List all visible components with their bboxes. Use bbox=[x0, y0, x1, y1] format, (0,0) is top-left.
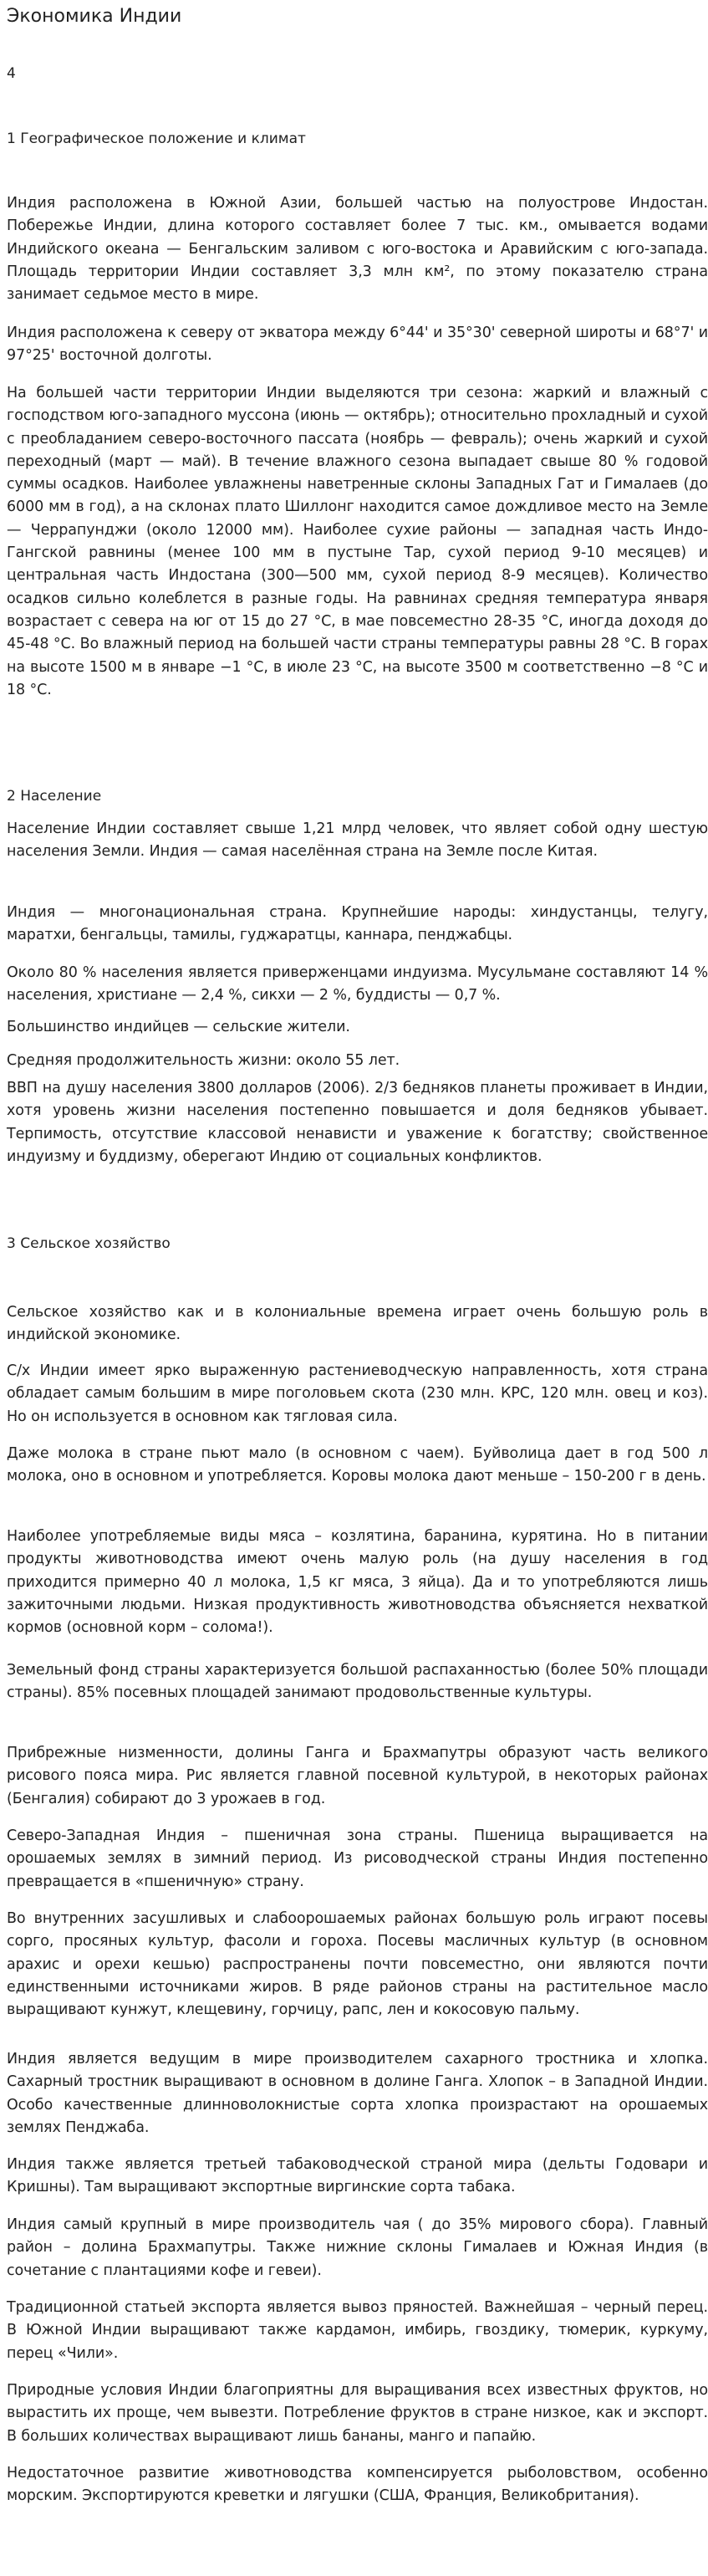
paragraph: Наиболее употребляемые виды мяса – козлятина, баранина, курятина. Но в питании продукты животноводства имеют очень малую роль (на душу населения в год приходится примерно 40 л молока, 1,5 кг мяса, 3 яйца). Да и то употребляются лишь зажиточными людьми. Низкая продуктивность животноводства объясняется нехваткой кормов (основной корм – солома!). bbox=[7, 1528, 708, 1637]
paragraph: Даже молока в стране пьют мало (в основном с чаем). Буйволица дает в год 500 л молока, оно в основном и употребляется. Коровы молока дают меньше – 150-200 г в день. bbox=[7, 1445, 708, 1485]
section-heading-agriculture: 3 Сельское хозяйство bbox=[7, 1235, 171, 1252]
paragraph: Индия является ведущим в мире производителем сахарного тростника и хлопка. Сахарный тростник выращивают в основном в долине Ганга. Хлопок – в Западной Индии. Особо качественные длинноволокнистые сорта хлопка произрастают на орошаемых землях Пенджаба. bbox=[7, 2051, 708, 2136]
paragraph: Земельный фонд страны характеризуется большой распаханностью (более 50% площади страны). 85% посевных площадей занимают продовольственные культуры. bbox=[7, 1662, 708, 1702]
paragraph: Традиционной статьей экспорта является вывоз пряностей. Важнейшая – черный перец. В Южной Индии выращивают также кардамон, имбирь, гвоздику, тюмерик, куркуму, перец «Чили». bbox=[7, 2299, 708, 2362]
paragraph: Северо-Западная Индия – пшеничная зона страны. Пшеница выращивается на орошаемых землях в зимний период. Из рисоводческой страны Индия постепенно превращается в «пшеничную» страну. bbox=[7, 1827, 708, 1890]
paragraph: С/х Индии имеет ярко выраженную растениеводческую направленность, хотя страна обладает самым большим в мире поголовьем скота (230 млн. КРС, 120 млн. овец и коз). Но он используется в основном как тягловая сила. bbox=[7, 1362, 708, 1425]
paragraph: ВВП на душу населения 3800 долларов (2006). 2/3 бедняков планеты проживает в Индии, хотя уровень жизни населения постепенно повышается и доля бедняков убывает. Терпимость, отсутствие классовой ненависти и уважение к богатству; свойственное индуизму и буддизму, оберегают Индию от социальных конфликтов. bbox=[7, 1080, 708, 1165]
paragraph: Индия самый крупный в мире производитель чая ( до 35% мирового сбора). Главный район – долина Брахмапутры. Также нижние склоны Гималаев и Южная Индия (в сочетание с плантациями кофе и гевеи). bbox=[7, 2216, 708, 2279]
paragraph: Сельское хозяйство как и в колониальные времена играет очень большую роль в индийской экономике. bbox=[7, 1304, 708, 1344]
paragraph: Индия расположена к северу от экватора между 6°44' и 35°30' северной широты и 68°7' и 97°25' восточной долготы. bbox=[7, 325, 708, 365]
paragraph: Во внутренних засушливых и слабоорошаемых районах большую роль играют посевы сорго, просяных культур, фасоли и гороха. Посевы масличных культур (в основном арахис и орехи кешью) распространены почти повсеместно, они являются почти единственными источниками жиров. В ряде районов страны на растительное масло выращивают кунжут, клещевину, горчицу, рапс, лен и кокосовую пальму. bbox=[7, 1910, 708, 2019]
paragraph: Индия расположена в Южной Азии, большей частью на полуострове Индостан. Побережье Индии, длина которого составляет более 7 тыс. км., омывается водами Индийского океана — Бенгальским заливом с юго-востока и Аравийским с юго-запада. Площадь территории Индии составляет 3,3 млн км², по этому показателю страна занимает седьмое место в мире. bbox=[7, 195, 708, 304]
paragraph: Недостаточное развитие животноводства компенсируется рыболовством, особенно морским. Экспортируются креветки и лягушки (США, Франция, Великобритания). bbox=[7, 2465, 708, 2505]
document-title: Экономика Индии bbox=[7, 6, 182, 27]
paragraph: На большей части территории Индии выделяются три сезона: жаркий и влажный с господством юго-западного муссона (июнь — октябрь); относительно прохладный и сухой с преобладанием северо-восточного пассата (ноябрь — февраль); очень жаркий и сухой переходный (март — май). В течение влажного сезона выпадает свыше 80 % годовой суммы осадков. Наиболее увлажнены наветренные склоны Западных Гат и Гималаев (до 6000 мм в год), а на склонах плато Шиллонг находится самое дождливое место на Земле — Черрапунджи (около 12000 мм). Наиболее сухие районы — западная часть Индо-Гангской равнины (менее 100 мм в пустыне Тар, сухой период 9-10 месяцев) и центральная часть Индостана (300—500 мм, сухой период 8-9 месяцев). Количество осадков сильно колеблется в разные годы. На равнинах средняя температура января возрастает с севера на юг от 15 до 27 °C, в мае повсеместно 28-35 °C, иногда доходя до 45-48 °C. Во влажный период на большей части страны температуры равны 28 °C. В горах на высоте 1500 м в январе −1 °C, в июле 23 °C, на высоте 3500 м соответственно −8 °C и 18 °C. bbox=[7, 385, 708, 698]
paragraph: Большинство индийцев — сельские жители. bbox=[7, 1019, 350, 1035]
paragraph: Прибрежные низменности, долины Ганга и Брахмапутры образуют часть великого рисового пояса мира. Рис является главной посевной культурой, в некоторых районах (Бенгалия) собирают до 3 урожаев в год. bbox=[7, 1745, 708, 1807]
paragraph: Около 80 % населения является приверженцами индуизма. Мусульмане составляют 14 % населения, христиане — 2,4 %, сикхи — 2 %, буддисты — 0,7 %. bbox=[7, 964, 708, 1004]
section-heading-geography: 1 Географическое положение и климат bbox=[7, 130, 306, 147]
paragraph: Население Индии составляет свыше 1,21 млрд человек, что являет собой одну шестую населения Земли. Индия — самая населённая страна на Земле после Китая. bbox=[7, 820, 708, 861]
paragraph: Средняя продолжительность жизни: около 55 лет. bbox=[7, 1052, 400, 1069]
paragraph: Природные условия Индии благоприятны для выращивания всех известных фруктов, но вырастить их проще, чем вывезти. Потребление фруктов в стране низкое, как и экспорт. В больших количествах выращивают лишь бананы, манго и папайю. bbox=[7, 2382, 708, 2445]
paragraph: Индия также является третьей табаководческой страной мира (дельты Годовари и Кришны). Там выращивают экспортные виргинские сорта табака. bbox=[7, 2156, 708, 2196]
paragraph: Индия — многонациональная страна. Крупнейшие народы: хиндустанцы, телугу, маратхи, бенгальцы, тамилы, гуджаратцы, каннара, пенджабцы. bbox=[7, 904, 708, 944]
page-number: 4 bbox=[7, 65, 16, 82]
section-heading-population: 2 Население bbox=[7, 788, 102, 805]
